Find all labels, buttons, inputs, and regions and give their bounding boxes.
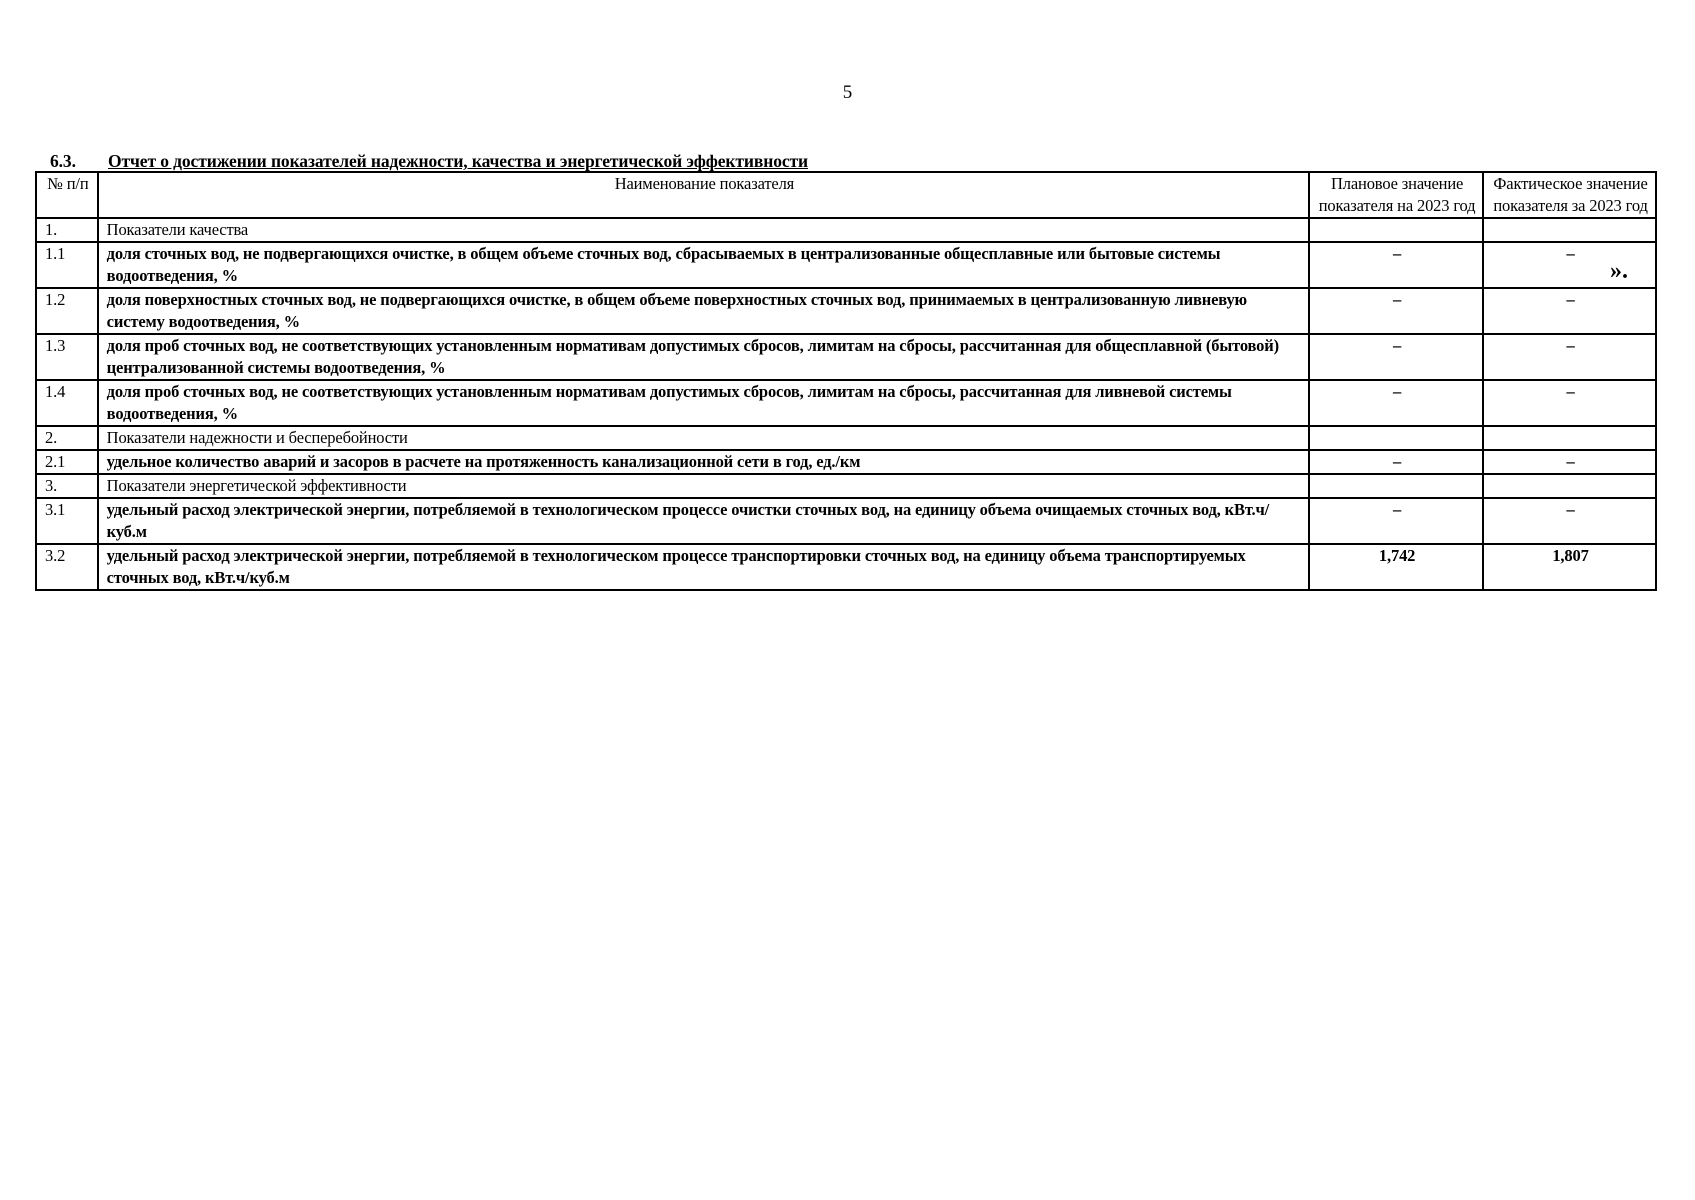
row-plan [1309,218,1483,242]
section-title: Отчет о достижении показателей надежности, качества и энергетической эффективности [108,151,808,171]
row-num: 3. [36,474,98,498]
row-fact [1483,218,1656,242]
section-number: 6.3. [50,151,76,171]
row-num: 1. [36,218,98,242]
row-name: доля проб сточных вод, не соответствующих установленным нормативам допустимых сбросов, лимитам на сбросы, рассчитанная для общесплавной (бытовой) централизованной системы водоотведения, % [98,334,1309,380]
row-num: 3.1 [36,498,98,544]
row-plan: – [1309,242,1483,288]
closing-quote: ». [1610,258,1628,284]
row-fact: – [1483,498,1656,544]
row-num: 2.1 [36,450,98,474]
row-fact: – [1483,450,1656,474]
table-row [36,498,1656,544]
indicators-table [35,171,1657,591]
row-num: 1.4 [36,380,98,426]
row-fact: – [1483,334,1656,380]
row-name: Показатели энергетической эффективности [98,474,1309,498]
row-name: доля поверхностных сточных вод, не подвергающихся очистке, в общем объеме поверхностных сточных вод, принимаемых в централизованную ливневую систему водоотведения, % [98,288,1309,334]
table-row [36,426,1656,450]
row-name: удельное количество аварий и засоров в расчете на протяженность канализационной сети в год, ед./км [98,450,1309,474]
page-number: 5 [842,82,853,103]
row-plan: – [1309,288,1483,334]
table-row [36,242,1656,288]
row-name: Показатели качества [98,218,1309,242]
row-name: удельный расход электрической энергии, потребляемой в технологическом процессе очистки сточных вод, на единицу объема очищаемых сточных вод, кВт.ч/куб.м [98,498,1309,544]
row-plan: 1,742 [1309,544,1483,590]
header-plan: Плановое значение показателя на 2023 год [1309,172,1483,218]
row-name: доля проб сточных вод, не соответствующих установленным нормативам допустимых сбросов, лимитам на сбросы, рассчитанная для ливневой системы водоотведения, % [98,380,1309,426]
row-plan: – [1309,334,1483,380]
row-fact: – [1483,380,1656,426]
row-plan: – [1309,498,1483,544]
row-plan: – [1309,380,1483,426]
header-fact: Фактическое значение показателя за 2023 год [1483,172,1656,218]
row-plan [1309,426,1483,450]
row-num: 1.3 [36,334,98,380]
row-name: Показатели надежности и бесперебойности [98,426,1309,450]
table-row [36,218,1656,242]
header-num: № п/п [36,172,98,218]
header-name: Наименование показателя [98,172,1309,218]
row-num: 1.2 [36,288,98,334]
table-row [36,380,1656,426]
row-fact [1483,426,1656,450]
row-num: 1.1 [36,242,98,288]
row-name: доля сточных вод, не подвергающихся очистке, в общем объеме сточных вод, сбрасываемых в централизованные общесплавные или бытовые системы водоотведения, % [98,242,1309,288]
section-heading [50,151,808,172]
row-plan: – [1309,450,1483,474]
row-fact: 1,807 [1483,544,1656,590]
table-row [36,450,1656,474]
row-name: удельный расход электрической энергии, потребляемой в технологическом процессе транспортировки сточных вод, на единицу объема транспортируемых сточных вод, кВт.ч/куб.м [98,544,1309,590]
row-fact: – [1483,288,1656,334]
table-row [36,474,1656,498]
row-fact [1483,474,1656,498]
row-num: 2. [36,426,98,450]
table-header-row [36,172,1656,218]
row-num: 3.2 [36,544,98,590]
table-row [36,544,1656,590]
row-fact: – [1483,242,1656,288]
table-row [36,288,1656,334]
row-plan [1309,474,1483,498]
table-row [36,334,1656,380]
